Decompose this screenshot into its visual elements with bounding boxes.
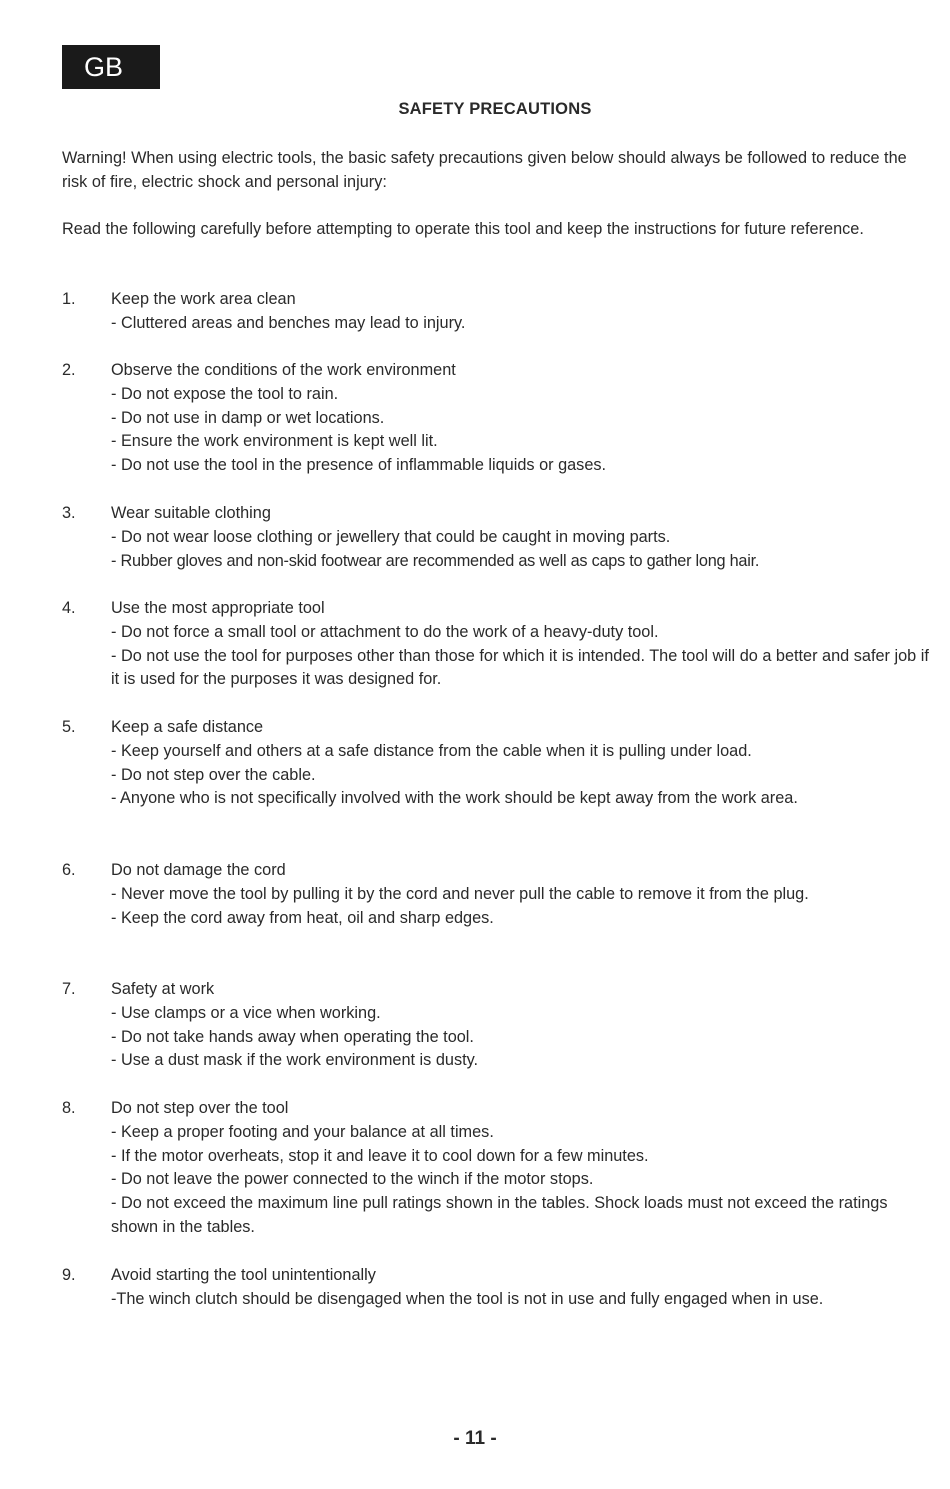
item-number: 6.: [62, 861, 76, 879]
page-title: SAFETY PRECAUTIONS: [398, 100, 592, 118]
item-detail: - Do not take hands away when operating the tool.: [111, 1027, 474, 1046]
list-item: [62, 716, 930, 859]
item-detail: - Use a dust mask if the work environment is dusty.: [111, 1051, 479, 1070]
item-heading: Do not step over the tool: [111, 1099, 289, 1117]
item-heading: Keep a safe distance: [111, 718, 264, 736]
item-number: 2.: [62, 361, 76, 379]
language-badge: GB: [62, 45, 160, 89]
item-detail: - Do not leave the power connected to the winch if the motor stops.: [111, 1170, 594, 1189]
item-detail: - Keep the cord away from heat, oil and sharp edges.: [111, 908, 494, 927]
item-number: 1.: [62, 290, 76, 308]
item-detail: - Never move the tool by pulling it by the cord and never pull the cable to remove it from the plug.: [111, 884, 809, 903]
list-item: [62, 502, 930, 597]
list-item: [62, 1097, 930, 1264]
item-heading: Do not damage the cord: [111, 861, 286, 879]
item-detail: - Ensure the work environment is kept well lit.: [111, 432, 438, 451]
item-detail: - Keep yourself and others at a safe distance from the cable when it is pulling under load.: [111, 741, 752, 760]
item-detail: - Anyone who is not specifically involved with the work should be kept away from the work area.: [111, 789, 798, 808]
intro-warning: Warning! When using electric tools, the basic safety precautions given below should always be followed to reduce the risk of fire, electric shock and personal injury:: [62, 149, 907, 191]
precautions-list: [62, 288, 930, 1336]
item-number: 9.: [62, 1266, 76, 1284]
list-item: [62, 978, 930, 1097]
item-detail: - Rubber gloves and non-skid footwear are recommended as well as caps to gather long hair.: [111, 551, 760, 570]
item-detail: - Do not exceed the maximum line pull ratings shown in the tables. Shock loads must not exceed the ratings shown in the tables.: [111, 1194, 888, 1236]
item-detail: - Keep a proper footing and your balance at all times.: [111, 1122, 494, 1141]
page-number: - 11 -: [453, 1428, 497, 1449]
list-item: [62, 859, 930, 978]
item-heading: Observe the conditions of the work environment: [111, 361, 456, 379]
intro-read-instructions: Read the following carefully before attempting to operate this tool and keep the instructions for future reference.: [62, 220, 864, 238]
item-detail: - If the motor overheats, stop it and leave it to cool down for a few minutes.: [111, 1146, 649, 1165]
item-detail: - Do not step over the cable.: [111, 765, 316, 784]
item-detail: -The winch clutch should be disengaged when the tool is not in use and fully engaged when in use.: [111, 1289, 824, 1308]
item-detail: - Do not use in damp or wet locations.: [111, 408, 385, 427]
item-detail: - Use clamps or a vice when working.: [111, 1003, 381, 1022]
item-detail: - Do not wear loose clothing or jewellery that could be caught in moving parts.: [111, 527, 671, 546]
item-number: 5.: [62, 718, 76, 736]
item-detail: - Cluttered areas and benches may lead to injury.: [111, 313, 466, 332]
item-number: 7.: [62, 980, 76, 998]
list-item: [62, 288, 930, 359]
item-detail: - Do not expose the tool to rain.: [111, 384, 339, 403]
item-number: 3.: [62, 504, 76, 522]
item-number: 4.: [62, 599, 76, 617]
list-item: [62, 1264, 930, 1336]
item-detail: - Do not use the tool for purposes other than those for which it is intended. The tool will do a better and safer job if it is used for the purposes it was designed for.: [111, 646, 929, 689]
item-number: 8.: [62, 1099, 76, 1117]
list-item: [62, 597, 930, 716]
item-detail: - Do not use the tool in the presence of inflammable liquids or gases.: [111, 456, 607, 475]
item-heading: Keep the work area clean: [111, 290, 296, 308]
item-heading: Use the most appropriate tool: [111, 599, 325, 617]
item-detail: - Do not force a small tool or attachment to do the work of a heavy-duty tool.: [111, 622, 659, 641]
list-item: [62, 359, 930, 502]
item-heading: Avoid starting the tool unintentionally: [111, 1266, 376, 1284]
item-heading: Wear suitable clothing: [111, 504, 271, 522]
item-heading: Safety at work: [111, 980, 215, 998]
